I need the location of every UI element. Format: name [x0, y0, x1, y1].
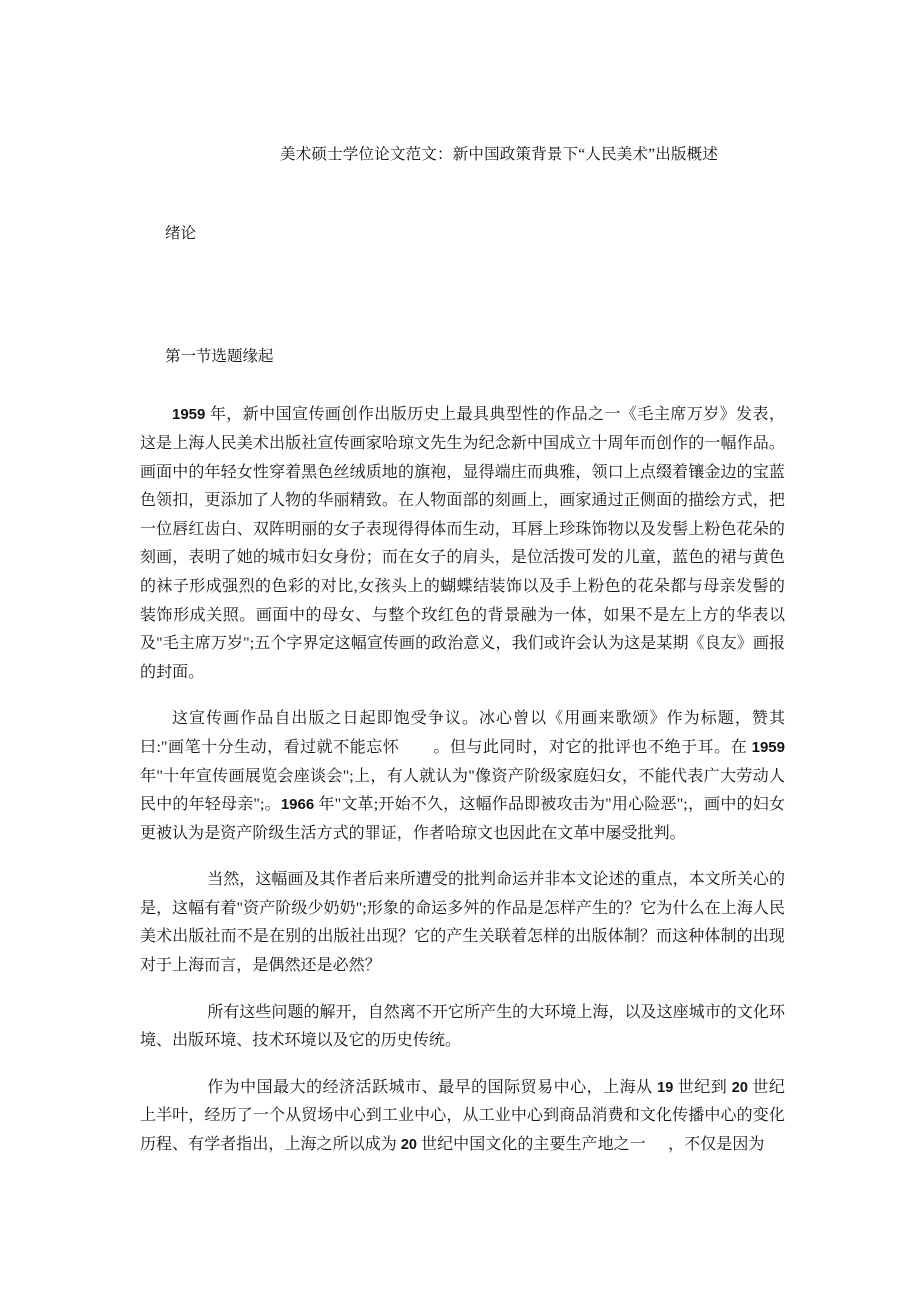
body-paragraphs [140, 369, 785, 1159]
paragraph-2: 这宣传画作品自出版之日起即饱受争议。冰心曾以《用画来歌颂》作为标题，赞其曰:"画笔十分生动，看过就不能忘怀 。但与此同时，对它的批评也不绝于耳。在 1959 年"十年宣传画展览会座谈会";上，有人就认为"像资产阶级家庭妇女，不能代表广大劳动人民中的年轻母亲";。1966 年"文革;开始不久，这幅作品即被攻击为"用心险恶";，画中的妇女更被认为是资产阶级生活方式的罪证，作者哈琼文也因此在文革中屡受批判。 [140, 710, 785, 842]
paragraph-1: 1959 年，新中国宣传画创作出版历史上最具典型性的作品之一《毛主席万岁》发表，这是上海人民美术出版社宣传画家哈琼文先生为纪念新中国成立十周年而创作的一幅作品。画面中的年轻女性穿着黑色丝绒质地的旗袍，显得端庄而典雅，领口上点缀着镶金边的宝蓝色领扣，更添加了人物的华丽精致。在人物面部的刻画上，画家通过正侧面的描绘方式，把一位唇红齿白、双阵明丽的女子表现得得体而生动，耳唇上珍珠饰物以及发髻上粉色花朵的刻画，表明了她的城市妇女身份；而在女子的肩头，是位活拨可发的儿童，蓝色的裙与黄色的袜子形成强烈的色彩的对比,女孩头上的蝴蝶结装饰以及手上粉色的花朵都与母亲发髻的装饰形成关照。画面中的母女、与整个玫红色的背景融为一体，如果不是左上方的华表以及"毛主席万岁";五个字界定这幅宣传画的政治意义，我们或许会认为这是某期《良友》画报的封面。 [140, 406, 785, 681]
preface-heading: 绪论 [165, 224, 197, 242]
paragraph-5: 作为中国最大的经济活跃城市、最早的国际贸易中心，上海从 19 世纪到 20 世纪上半叶，经历了一个从贸场中心到工业中心，从工业中心到商品消费和文化传播中心的变化历程、有学者指出，上海之所以成为 20 世纪中国文化的主要生产地之一 ，不仅是因为 [140, 1078, 785, 1154]
paragraph-4: 所有这些问题的解开，自然离不开它所产生的大环境上海，以及这座城市的文化环境、出版环境、技术环境以及它的历史传统。 [140, 1003, 785, 1050]
inline-number: 20 [731, 1079, 748, 1096]
paragraph-3: 当然，这幅画及其作者后来所遭受的批判命运并非本文论述的重点，本文所关心的是，这幅有着"资产阶级少奶奶";形象的命运多舛的作品是怎样产生的？它为什么在上海人民美术出版社而不是在别的出版社出现？它的产生关联着怎样的出版体制？而这种体制的出现对于上海而言，是偶然还是必然？ [140, 871, 785, 975]
inline-number: 19 [657, 1079, 674, 1096]
document-content-column [140, 0, 785, 1160]
inline-number: 20 [400, 1137, 417, 1154]
section-heading: 第一节选题缘起 [165, 347, 274, 365]
inline-number: 1966 [280, 796, 315, 814]
page-title: 美术硕士学位论文范文：新中国政策背景下“人民美术”出版概述 [280, 146, 719, 163]
inline-number: 1959 [751, 738, 785, 756]
inline-number: 1959 [172, 406, 206, 424]
